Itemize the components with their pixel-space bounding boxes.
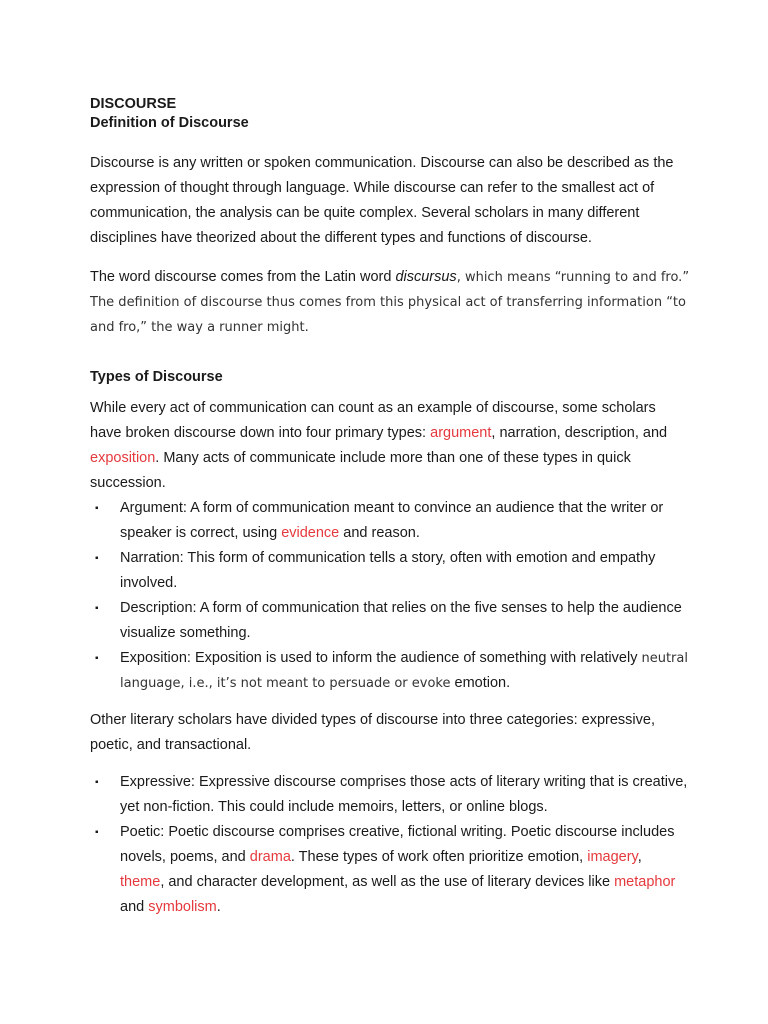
exposition-text-3: emotion. [450, 675, 511, 691]
types-intro-text-2: , narration, description, and [491, 425, 668, 441]
list-item-expressive [90, 770, 690, 820]
theme-link[interactable]: theme [120, 874, 161, 890]
types-heading: Types of Discourse [90, 369, 223, 385]
poetic-text-5: . [216, 899, 221, 915]
poetic-text-1: Poetic: Poetic discourse comprises creative, fictional writing. Poetic discourse includes novels, poems, and [120, 824, 675, 865]
etymology-text-1: The word discourse comes from the Latin word [90, 269, 396, 285]
list-item-exposition [90, 646, 690, 696]
document-page [90, 95, 690, 920]
list-item-description [90, 596, 690, 646]
intro-paragraph: Discourse is any written or spoken communication. Discourse can also be described as the expression of thought through language. While discourse can refer to the smallest act of communication, the analysis can be quite complex. Several scholars in many different disciplines have theorized about the different types and functions of discourse. [90, 155, 674, 246]
poetic-text-4: and [120, 899, 149, 915]
etymology-paragraph [90, 265, 690, 340]
types-intro-text-1: While every act of communication can count as an example of discourse, some scholars have broken discourse down into four primary types: [90, 400, 656, 441]
list-item-poetic [90, 820, 690, 920]
drama-link[interactable]: drama [249, 849, 291, 865]
argument-text-1: Argument: A form of communication meant to convince an audience that the writer or speaker is correct, using [120, 500, 664, 541]
bullet-icon: ▪ [95, 603, 99, 614]
bullet-icon: ▪ [95, 777, 99, 788]
other-categories-paragraph: Other literary scholars have divided types of discourse into three categories: expressive, poetic, and transactional. [90, 712, 655, 753]
imagery-link[interactable]: imagery [587, 849, 638, 865]
latin-word: discursus [395, 269, 457, 285]
description-text: Description: A form of communication that relies on the five senses to help the audience visualize something. [120, 600, 682, 641]
document-title: DISCOURSE [90, 96, 177, 112]
expressive-text: Expressive: Expressive discourse comprises those acts of literary writing that is creative, yet non-fiction. This could include memoirs, letters, or online blogs. [120, 774, 688, 815]
etymology-text-2: , which means “running to and fro.” The definition of discourse thus comes from this physical act of transferring information “to and fro,” the way a runner might. [90, 270, 690, 335]
bullet-icon: ▪ [95, 827, 99, 838]
types-intro-paragraph [90, 396, 690, 496]
list-item-argument [90, 496, 690, 546]
poetic-text-2: . These types of work often prioritize emotion, [290, 849, 588, 865]
narration-text: Narration: This form of communication tells a story, often with emotion and empathy involved. [120, 550, 656, 591]
three-types-list [90, 770, 690, 920]
types-intro-text-3: . Many acts of communicate include more than one of these types in quick succession. [90, 450, 631, 491]
poetic-text-3: , and character development, as well as the use of literary devices like [160, 874, 615, 890]
evidence-link[interactable]: evidence [281, 525, 340, 541]
bullet-icon: ▪ [95, 503, 99, 514]
exposition-text-2: neutral language, i.e., it’s not meant to persuade or evoke [120, 651, 688, 691]
definition-heading: Definition of Discourse [90, 115, 249, 131]
bullet-icon: ▪ [95, 653, 99, 664]
symbolism-link[interactable]: symbolism [148, 899, 217, 915]
exposition-text-1: Exposition: Exposition is used to inform the audience of something with relatively [120, 650, 642, 666]
argument-text-2: and reason. [339, 525, 420, 541]
argument-link[interactable]: argument [430, 425, 492, 441]
list-item-narration [90, 546, 690, 596]
bullet-icon: ▪ [95, 553, 99, 564]
exposition-link[interactable]: exposition [90, 450, 156, 466]
four-types-list [90, 496, 690, 696]
metaphor-link[interactable]: metaphor [614, 874, 676, 890]
poetic-sep: , [637, 849, 642, 865]
